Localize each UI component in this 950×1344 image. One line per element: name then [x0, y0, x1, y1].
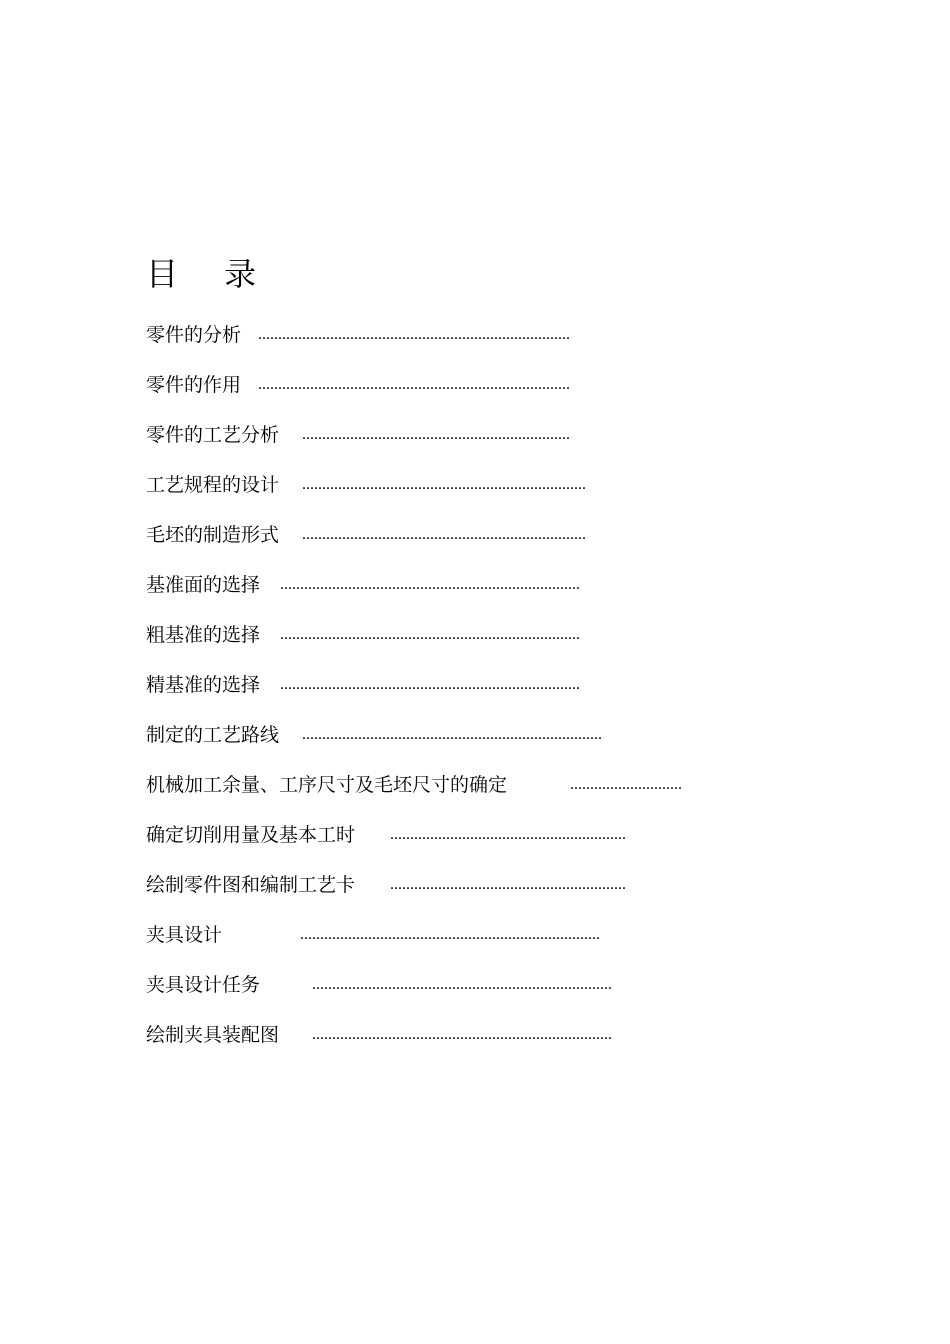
toc-title: 目 录: [146, 255, 275, 293]
toc-entry-label: 零件的作用: [146, 374, 242, 396]
toc-entry-label: 夹具设计任务: [146, 974, 261, 996]
toc-entry-label: 基准面的选择: [146, 574, 261, 596]
toc-entry-label: 工艺规程的设计: [146, 474, 280, 496]
toc-entry-label: 零件的工艺分析: [146, 424, 280, 446]
toc-entry-label: 绘制夹具装配图: [146, 1024, 280, 1046]
toc-entry-leader: ............................: [570, 776, 682, 793]
toc-entry-leader: ..............................................................................: [258, 326, 570, 343]
toc-entry-leader: ...................................................................: [302, 426, 570, 443]
toc-entry-label: 确定切削用量及基本工时: [146, 824, 356, 846]
toc-entry-leader: ..............................................................................: [258, 376, 570, 393]
toc-entry-leader: ...........................................................................: [300, 926, 600, 943]
toc-entry-leader: .......................................................................: [302, 526, 586, 543]
toc-entry-label: 粗基准的选择: [146, 624, 261, 646]
toc-entry-label: 毛坯的制造形式: [146, 524, 280, 546]
toc-entry-label: 精基准的选择: [146, 674, 261, 696]
toc-entry-leader: ...........................................................: [390, 826, 626, 843]
toc-entry-label: 零件的分析: [146, 324, 242, 346]
toc-entry-label: 机械加工余量、工序尺寸及毛坯尺寸的确定: [146, 774, 508, 796]
toc-entry-leader: ...........................................................: [390, 876, 626, 893]
toc-entry-leader: ...........................................................................: [280, 676, 580, 693]
toc-entry-label: 夹具设计: [146, 924, 223, 946]
toc-entry-leader: ...........................................................................: [280, 576, 580, 593]
toc-entry-leader: ...........................................................................: [312, 1026, 612, 1043]
toc-entry-leader: ...........................................................................: [280, 626, 580, 643]
toc-entry-label: 绘制零件图和编制工艺卡: [146, 874, 356, 896]
toc-entry-leader: ...........................................................................: [302, 726, 602, 743]
toc-entry-label: 制定的工艺路线: [146, 724, 280, 746]
toc-entry-leader: ...........................................................................: [312, 976, 612, 993]
toc-entry-leader: .......................................................................: [302, 476, 586, 493]
